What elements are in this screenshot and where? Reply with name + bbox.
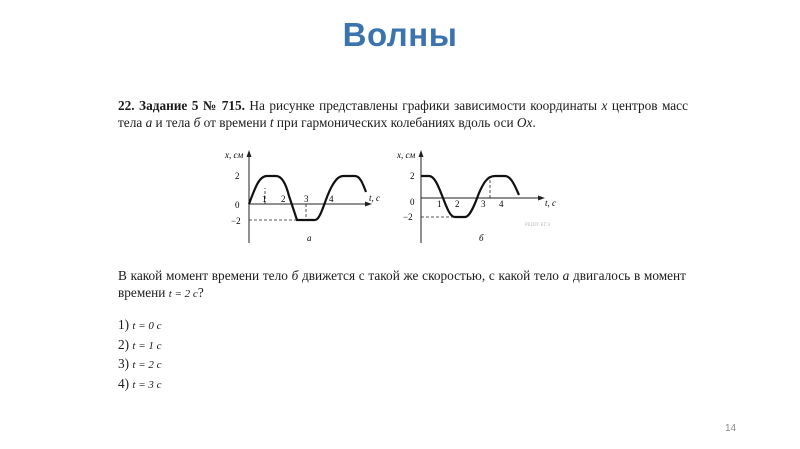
graph-b-curve xyxy=(421,176,519,217)
question-part: движется с такой же скоростью, с какой тело xyxy=(298,268,563,283)
problem-text: от времени xyxy=(200,115,270,130)
slide-title: Волны xyxy=(342,16,458,53)
problem-text: при гармонических колебаниях вдоль оси xyxy=(273,115,517,130)
tick-y-0: 0 xyxy=(235,200,240,210)
y-axis-label: x, см xyxy=(397,150,416,160)
var-a: а xyxy=(145,115,153,130)
tick-y-0: 0 xyxy=(410,197,415,207)
answer-option[interactable] xyxy=(118,355,162,375)
graph-a xyxy=(215,148,390,251)
question-part: В какой момент времени тело xyxy=(118,268,292,283)
x-axis-arrow xyxy=(538,196,545,201)
x-axis-label: t, с xyxy=(545,198,556,208)
tick-y-2: 2 xyxy=(410,171,415,181)
tick-x-4: 4 xyxy=(499,199,504,209)
tick-x-3: 3 xyxy=(481,199,486,209)
var-b: б xyxy=(291,268,299,283)
problem-text: . xyxy=(532,115,536,130)
answer-options xyxy=(118,316,162,394)
graph-a-svg xyxy=(215,148,390,246)
tick-y-minus2: −2 xyxy=(231,216,241,226)
problem-text: На рисунке представлены графики зависимости координаты xyxy=(245,98,602,113)
problem-text: и тела xyxy=(152,115,194,130)
caption-b: б xyxy=(479,233,484,243)
problem-number: 22. Задание 5 № 715. xyxy=(118,98,245,113)
tick-y-2: 2 xyxy=(235,171,240,181)
caption-a: а xyxy=(307,233,312,243)
watermark: РЕШУ ЕГЭ xyxy=(525,223,550,228)
question-time: t = 2 с xyxy=(168,288,198,300)
answer-number: 2) xyxy=(118,336,133,352)
tick-x-2: 2 xyxy=(281,194,286,204)
answer-value: t = 1 с xyxy=(132,339,162,352)
answer-value: t = 3 с xyxy=(132,378,162,391)
tick-x-2: 2 xyxy=(455,199,460,209)
tick-x-1: 1 xyxy=(437,199,442,209)
answer-option[interactable] xyxy=(118,336,162,356)
page-number: 14 xyxy=(725,423,737,434)
answer-number: 1) xyxy=(118,317,133,332)
answer-number: 3) xyxy=(118,356,133,371)
tick-x-4: 4 xyxy=(329,194,334,204)
answer-value: t = 0 с xyxy=(132,320,162,332)
y-axis-label: x, см xyxy=(225,150,244,160)
problem-text: центров масс тела xyxy=(118,98,688,130)
answer-option[interactable] xyxy=(118,375,162,395)
question-part: ? xyxy=(197,285,204,300)
y-axis-arrow xyxy=(419,150,424,157)
axis-ox: Ox xyxy=(516,115,533,130)
var-a: а xyxy=(562,268,570,283)
problem-statement xyxy=(118,97,688,131)
var-b: б xyxy=(193,115,201,130)
question-text xyxy=(118,267,686,303)
answer-value: t = 2 с xyxy=(132,359,162,371)
x-axis-label: t, с xyxy=(369,193,380,203)
tick-x-3: 3 xyxy=(304,194,309,204)
graph-b-svg xyxy=(395,148,570,246)
var-t: t xyxy=(269,115,274,130)
y-axis-arrow xyxy=(247,150,252,157)
var-x: x xyxy=(601,98,608,113)
answer-option[interactable] xyxy=(118,316,162,336)
graph-b xyxy=(395,148,570,251)
question-part: двигалось в момент времени xyxy=(118,268,686,300)
tick-x-1: 1 xyxy=(262,194,267,204)
tick-y-minus2: −2 xyxy=(403,212,413,222)
answer-number: 4) xyxy=(118,375,133,391)
